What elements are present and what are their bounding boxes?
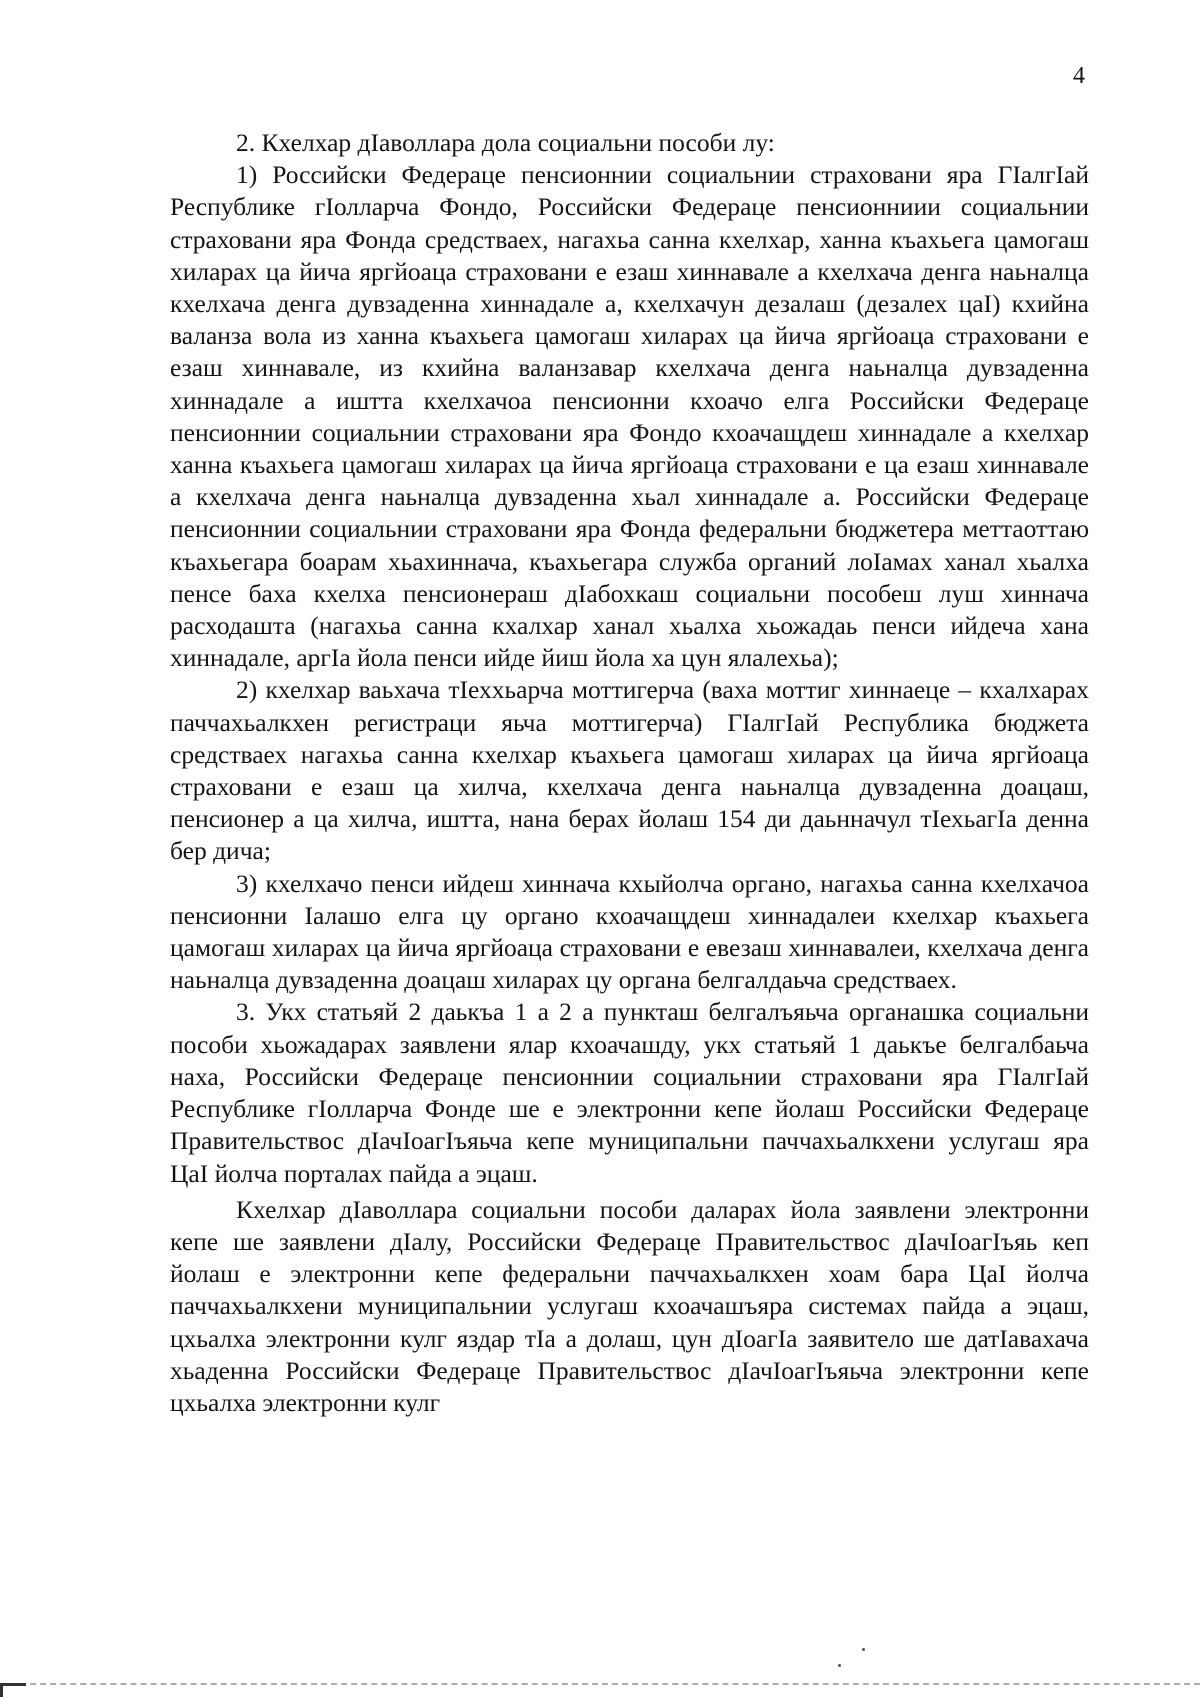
- paragraph-item-3: 3) кхелхачо пенси ийдеш хиннача кхыйолча органо, нагахьа санна кхелхачоа пенсионни Iалашо елга цу органо кхоачащдеш хиннадалеи кхелхар къахьега цамогаш хиларах ца йича яргйоаца страховани е евезаш хиннавалеи, кхелхача денга наьналца дувзаденна доацаш хиларах цу органа белгалдаьча средстваех.: [170, 868, 1089, 995]
- scan-edge-line: [0, 1683, 1200, 1685]
- paragraph-item-2: 2) кхелхар ваьхача тIеххьарча моттигерча (ваха моттиг хиннаеце – кхалхарах паччахьалкхен регистраци яьча моттигерча) ГIалгIай Республика бюджета средстваех нагахьа санна кхелхар къахьега цамогаш хиларах ца йича яргйоаца страховани е езаш ца хилча, кхелхача денга наьналца дувзаденна доацаш, пенсионер а ца хилча, иштта, нана берах йолаш 154 ди даьнначул тIехьагIа денна бер дича;: [170, 675, 1089, 866]
- paragraph-item-1: 1) Российски Федераце пенсионнии социальнии страховани яра ГIалгIай Республике гIолларча Фондо, Российски Федераце пенсионниии социальнии страховани яра Фонда средстваех, нагахьа санна кхелхар, ханна къахьега цамогаш хиларах ца йича яргйоаца страховани е езаш хиннавале а кхелхача денга наьналца кхелхача денга дувзаденна хиннадале а, кхелхачун дезалаш (дезалех цаI) кхийна валанза вола из ханна къахьега цамогаш хиларах ца йича яргйоаца страховани е езаш хиннавале, из кхийна валанзавар кхелхача денга наьналца дувзаденна хиннадале а иштта кхелхачоа пенсионни кхоачо елга Российски Федераце пенсионнии социальнии страховани яра Фондо кхоачащдеш хиннадале а кхелхар ханна къахьега цамогаш хиларах ца йича яргйоаца страховани е ца езаш хиннавале а кхелхача денга наьналца дувзаденна хьал хиннадале а. Российски Федераце пенсионнии социальнии страховани яра Фонда федеральни бюджетера меттаоттаю къахьегара боарам хьахиннача, къахьегара служба органий лоIамах ханал хьалха пенсе баха кхелха пенсионераш дIабохкаш социальни пособеш луш хиннача расходашта (нагахьа санна кхалхар ханал хьалха хьожадаь пенси ийдеча хана хиннадале, аргIа йола пенси ийде йиш йола ха цун ялалехьа);: [170, 160, 1089, 673]
- paragraph-section-2-heading: 2. Кхелхар дIаволлара дола социальни пособи лу:: [236, 128, 775, 157]
- paragraph-section-3: 3. Укх статьяй 2 даькъа 1 а 2 а пункташ белгалъяьча органашка социальни пособи хьожадарах заявлени ялар кхоачашду, укх статьяй 1 даькъе белгалбаьча наха, Российски Федераце пенсионнии социальнии страховани яра ГIалгIай Республике гIолларча Фонде ше е электронни кепе йолаш Российски Федераце Правительствос дIачIоагIъяьча кепе муниципальни паччахьалкхени услугаш яра ЦаI йолча порталах пайда а эцаш.: [170, 997, 1089, 1188]
- scan-corner-mark: [0, 1683, 26, 1697]
- scan-speck: [862, 1648, 865, 1651]
- page-number: 4: [1073, 63, 1085, 89]
- document-body: [170, 127, 1089, 1419]
- paragraph-electronic-application: Кхелхар дIаволлара социальни пособи даларах йола заявлени электронни кепе ше заявлени дIалу, Российски Федераце Правительствос дIачIоагIъяь кеп йолаш е электронни кепе федеральни паччахьалкхен хоам бара ЦаI йолча паччахьалкхени муниципальнии услугаш кхоачашъяра системах пайда а эцаш, цхьалха электронни кулг яздар тIа а долаш, цун дIоагIа заявитело ше датIавахача хьаденна Российски Федераце Правительствос дIачIоагIъяьча электронни кепе цхьалха электронни кулг: [170, 1194, 1089, 1417]
- scan-speck: [838, 1664, 841, 1667]
